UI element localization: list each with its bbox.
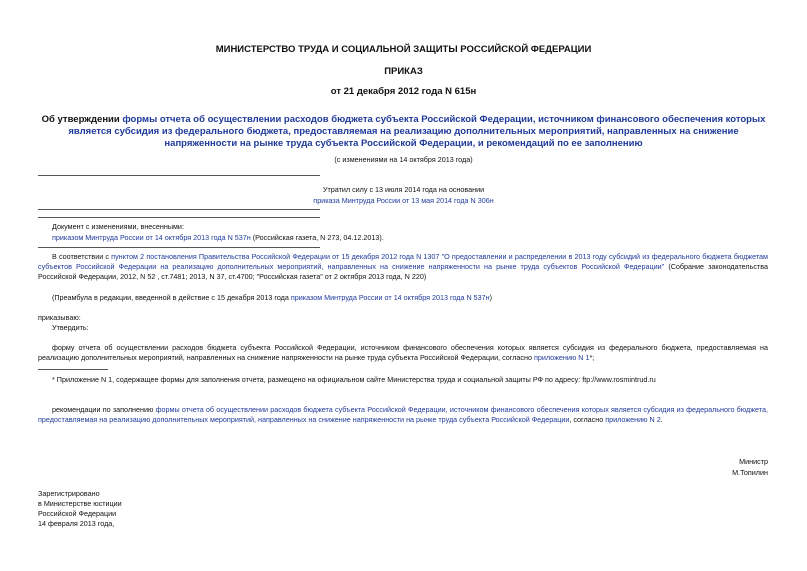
- divider: [38, 247, 320, 248]
- registration-line-2: в Министерстве юстиции: [38, 499, 122, 508]
- registration-line-4: 14 февраля 2013 года,: [38, 519, 115, 528]
- appendix-2-link[interactable]: приложению N 2: [605, 415, 661, 424]
- preamble-text: В соответствии с: [52, 252, 112, 261]
- signature-name: М.Топилин: [732, 468, 768, 477]
- appendix-1-link[interactable]: приложению N 1: [533, 353, 590, 362]
- changes-order-link[interactable]: приказом Минтруда России от 14 октября 2013 года N 537н: [52, 233, 251, 242]
- preamble-amend-link[interactable]: приказом Минтруда России от 14 октября 2013 года N 537н: [290, 293, 490, 302]
- registration-line-1: Зарегистрировано: [38, 489, 100, 498]
- changes-source: (Российская газета, N 273, 04.12.2013).: [250, 233, 384, 242]
- changes-line: [52, 233, 384, 243]
- divider: [38, 175, 320, 176]
- expired-order-link[interactable]: приказа Минтруда России от 13 мая 2014 года N 306н: [313, 196, 494, 205]
- order-item-2: рекомендации по заполнению формы отчета об осуществлении расходов бюджета субъекта Российской Федерации, источником финансового обеспечения которых является субсидия из федерального бюджета, предоставляемая на реализацию дополнительных мероприятий, направленных на снижение напряженности на рынке труда субъекта Российской Федерации, согласно приложению N 2.: [38, 405, 768, 424]
- preamble-paragraph: [38, 252, 768, 282]
- footnote-divider: [38, 369, 108, 370]
- preamble-edition-note: (Преамбула в редакции, введенной в действие с 15 декабря 2013 года приказом Минтруда России от 14 октября 2013 года N 537н): [52, 293, 493, 302]
- changes-note: Документ с изменениями, внесенными:: [52, 222, 184, 231]
- recommendations-form-link[interactable]: формы отчета об осуществлении расходов бюджета субъекта Российской Федерации, источником финансового обеспечения которых является субсидия из федерального бюджета, предоставляемая на реализацию дополнительных мероприятий, направленных на снижение напряженности на рынке труда субъекта Российской Федерации: [38, 405, 768, 424]
- approve-word: Утвердить:: [52, 323, 89, 332]
- resolution-link[interactable]: пунктом 2 постановления Правительства Российской Федерации от 15 декабря 2012 года N 1307 "О предоставлении и распределении в 2013 году субсидий из федерального бюджета бюджетам субъектов Российской Федерации на реализацию дополнительных мероприятий, направленных на снижение напряженности на рынке труда субъектов Российской Федерации": [38, 252, 768, 271]
- order-word: приказываю:: [38, 313, 81, 322]
- expired-note: Утратил силу с 13 июля 2014 года на основании: [322, 185, 485, 194]
- document-title: [40, 114, 767, 150]
- title-form-link[interactable]: формы отчета об осуществлении расходов бюджета субъекта Российской Федерации, источником финансового обеспечения которых является субсидия из федерального бюджета, предоставляемая на реализацию дополнительных мероприятий, направленных на снижение напряженности на рынке труда субъекта Российской Федерации, и рекомендаций по ее заполнению: [68, 114, 766, 149]
- date-number-heading: от 21 декабря 2012 года N 615н: [330, 86, 477, 97]
- preamble-source: (Собрание законодательства Российской Федерации, 2012, N 52 , ст.7481; 2013, N 37, ст.4700; "Российская газета" от 2 октября 2013 года, N 220): [38, 262, 768, 281]
- footnote: * Приложение N 1, содержащее формы для заполнения отчета, размещено на официальном сайте Министерства труда и социальной защиты РФ по адресу: ftp://www.rosmintrud.ru: [52, 375, 656, 384]
- divider: [38, 217, 320, 218]
- amended-note: (с изменениями на 14 октября 2013 года): [334, 155, 473, 164]
- doc-type-heading: ПРИКАЗ: [384, 66, 423, 77]
- signature-position: Министр: [739, 457, 768, 466]
- order-item-1: форму отчета об осуществлении расходов бюджета субъекта Российской Федерации, источником финансового обеспечения которых является субсидия из федерального бюджета, предоставляемая на реализацию дополнительных мероприятий, направленных на снижение напряженности на рынке труда субъекта Российской Федерации, согласно приложению N 1*;: [38, 343, 768, 362]
- registration-line-3: Российской Федерации: [38, 509, 117, 518]
- divider: [38, 209, 320, 210]
- ministry-heading: МИНИСТЕРСТВО ТРУДА И СОЦИАЛЬНОЙ ЗАЩИТЫ РОССИЙСКОЙ ФЕДЕРАЦИИ: [215, 44, 592, 55]
- title-prefix: Об утверждении: [41, 114, 123, 125]
